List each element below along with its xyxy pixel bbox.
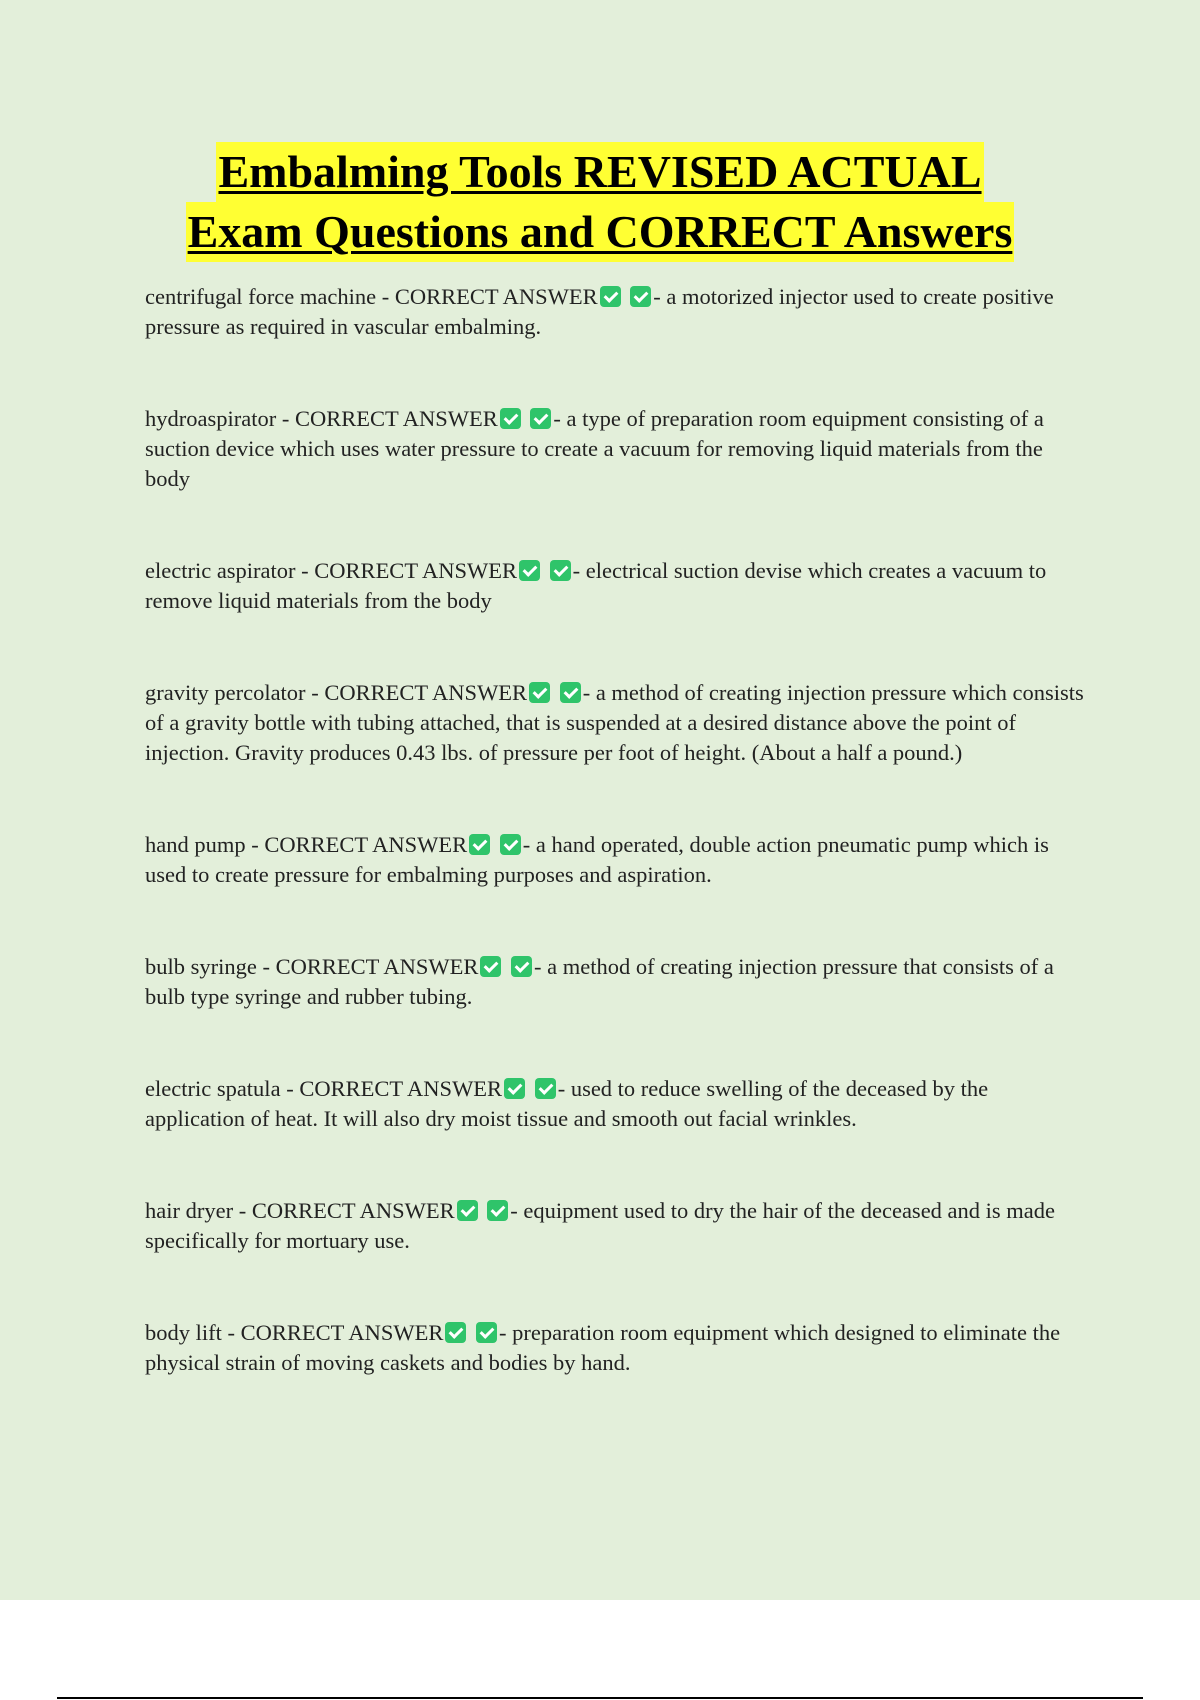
check-box-icon [550,560,571,581]
entry-definition: equipment used to dry the hair of the deceased and is made specifically for mortuary use. [145,1198,1056,1253]
check-box-icon [445,1322,466,1343]
check-box-icon [480,956,501,977]
entry-term: electric spatula [145,1076,281,1101]
qa-list [145,282,1085,1440]
entry-definition: a method of creating injection pressure which consists of a gravity bottle with tubing attached, that is suspended at a desired distance above the point of injection. Gravity produces 0.43 lbs. of pressure per foot of height. (About a half a pound.) [145,680,1084,765]
check-box-icon [530,408,551,429]
footer-divider [57,1697,1143,1699]
check-box-icon [519,560,540,581]
qa-entry: hydroaspirator - CORRECT ANSWER - a type of preparation room equipment consisting of a suction device which uses water pressure to create a vacuum for removing liquid materials from the body [145,406,1044,491]
check-box-icon [469,834,490,855]
qa-entry: electric aspirator - CORRECT ANSWER - electrical suction devise which creates a vacuum to remove liquid materials from the body [145,558,1047,613]
title-line-2: Exam Questions and CORRECT Answers [186,202,1015,262]
entry-answer-label: CORRECT ANSWER [275,954,479,979]
entry-answer-label: CORRECT ANSWER [294,406,498,431]
qa-entry: body lift - CORRECT ANSWER - preparation room equipment which designed to eliminate the physical strain of moving caskets and bodies by hand. [145,1320,1061,1375]
entry-term: hand pump [145,832,246,857]
qa-entry: electric spatula - CORRECT ANSWER - used to reduce swelling of the deceased by the application of heat. It will also dry moist tissue and smooth out facial wrinkles. [145,1076,989,1131]
qa-entry: bulb syringe - CORRECT ANSWER - a method of creating injection pressure that consists of a bulb type syringe and rubber tubing. [145,954,1054,1009]
check-box-icon [476,1322,497,1343]
check-box-icon [511,956,532,977]
entry-term: centrifugal force machine [145,284,377,309]
entry-answer-label: CORRECT ANSWER [264,832,468,857]
check-box-icon [535,1078,556,1099]
entry-definition: a motorized injector used to create positive pressure as required in vascular embalming. [145,284,1054,339]
entry-term: hair dryer [145,1198,234,1223]
check-box-icon [560,682,581,703]
entry-definition: a method of creating injection pressure that consists of a bulb type syringe and rubber tubing. [145,954,1054,1009]
title-line-1: Embalming Tools REVISED ACTUAL [216,142,983,202]
qa-entry: hair dryer - CORRECT ANSWER - equipment used to dry the hair of the deceased and is made specifically for mortuary use. [145,1198,1056,1253]
check-box-icon [457,1200,478,1221]
page-title [0,142,1200,262]
entry-term: body lift [145,1320,222,1345]
entry-answer-label: CORRECT ANSWER [314,558,518,583]
check-box-icon [500,408,521,429]
check-box-icon [529,682,550,703]
check-box-icon [500,834,521,855]
check-box-icon [630,286,651,307]
entry-term: bulb syringe [145,954,257,979]
qa-entry: centrifugal force machine - CORRECT ANSWER - a motorized injector used to create positive pressure as required in vascular embalming. [145,284,1054,339]
entry-definition: a hand operated, double action pneumatic pump which is used to create pressure for embalming purposes and aspiration. [145,832,1049,887]
entry-answer-label: CORRECT ANSWER [324,680,528,705]
check-box-icon [504,1078,525,1099]
entry-definition: used to reduce swelling of the deceased by the application of heat. It will also dry moist tissue and smooth out facial wrinkles. [145,1076,989,1131]
entry-definition: electrical suction devise which creates a vacuum to remove liquid materials from the body [145,558,1047,613]
qa-entry: hand pump - CORRECT ANSWER - a hand operated, double action pneumatic pump which is used to create pressure for embalming purposes and aspiration. [145,832,1049,887]
qa-entry: gravity percolator - CORRECT ANSWER - a method of creating injection pressure which consists of a gravity bottle with tubing attached, that is suspended at a desired distance above the point of injection. Gravity produces 0.43 lbs. of pressure per foot of height. (About a half a pound.) [145,680,1084,765]
entry-term: hydroaspirator [145,406,277,431]
entry-answer-label: CORRECT ANSWER [299,1076,503,1101]
check-box-icon [600,286,621,307]
entry-answer-label: CORRECT ANSWER [251,1198,455,1223]
entry-answer-label: CORRECT ANSWER [240,1320,444,1345]
check-box-icon [487,1200,508,1221]
entry-definition: a type of preparation room equipment consisting of a suction device which uses water pressure to create a vacuum for removing liquid materials from the body [145,406,1044,491]
entry-definition: preparation room equipment which designed to eliminate the physical strain of moving caskets and bodies by hand. [145,1320,1061,1375]
entry-term: gravity percolator [145,680,306,705]
entry-answer-label: CORRECT ANSWER [394,284,598,309]
entry-term: electric aspirator [145,558,296,583]
